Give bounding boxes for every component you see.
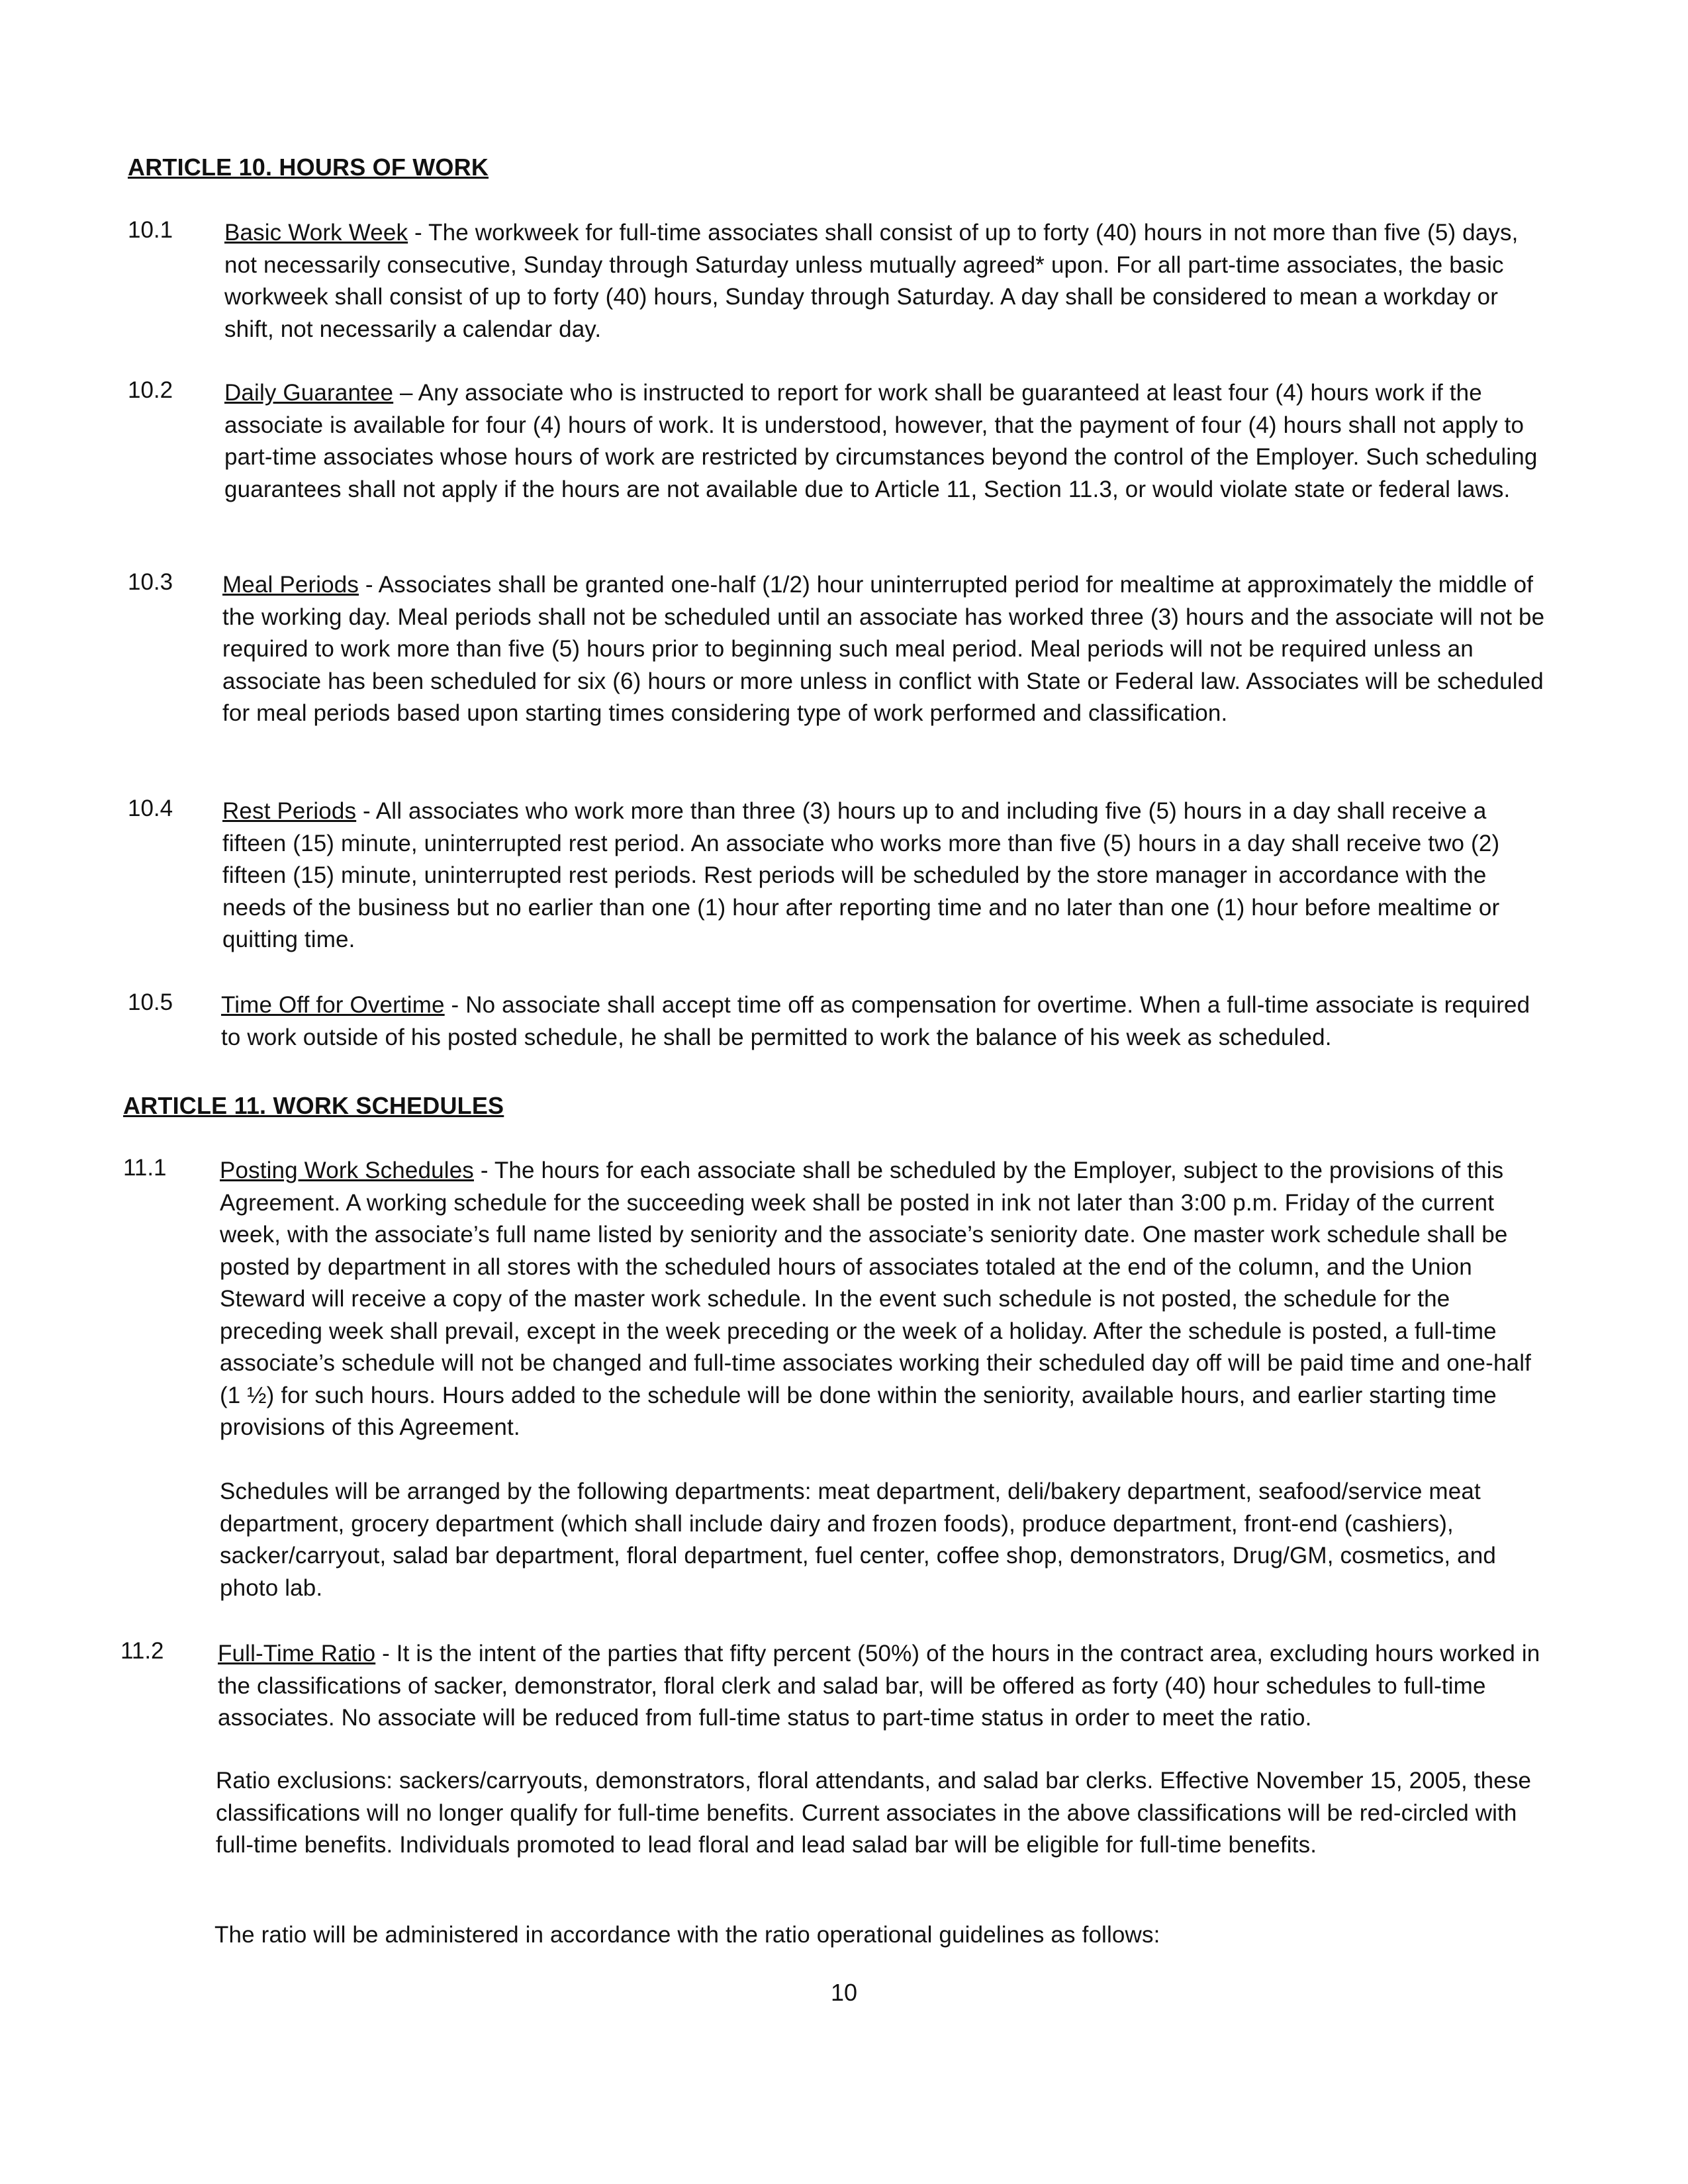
section-text: - All associates who work more than three (3) hours up to and including five (5) hours in a day shall receive a fifteen (15) minute, uninterrupted rest period. An associate who works more than five (5) hours in a day shall receive two (2) fifteen (15) minute, uninterrupted rest periods. Rest periods will be scheduled by the store manager in accordance with the needs of the business but no earlier than one (1) hour after reporting time and no later than one (1) hour before mealtime or quitting time. — [222, 798, 1500, 952]
section-11-1 — [0, 1155, 1688, 1446]
section-10-4 — [0, 796, 1688, 961]
section-title: Rest Periods — [222, 798, 357, 824]
section-text: - The hours for each associate shall be scheduled by the Employer, subject to the provisions of this Agreement. A working schedule for the succeeding week shall be posted in ink not later than 3:00 p.m. Friday of the current week, with the associate’s full name listed by seniority and the associate’s seniority date. One master work schedule shall be posted by department in all stores with the scheduled hours of associates totaled at the end of the column, and the Union Steward will receive a copy of the master work schedule. In the event such schedule is not posted, the schedule for the preceding week shall prevail, except in the week preceding or the week of a holiday. After the schedule is posted, a full-time associate’s schedule will not be changed and full-time associates working their scheduled day off will be paid time and one-half (1 ½) for such hours. Hours added to the schedule will be done within the seniority, available hours, and earlier starting time provisions of this Agreement. — [220, 1158, 1531, 1440]
section-text: - The workweek for full-time associates shall consist of up to forty (40) hours in not more than five (5) days, not necessarily consecutive, Sunday through Saturday unless mutually agreed* upon. For all part-time associates, the basic workweek shall consist of up to forty (40) hours, Sunday through Saturday. A day shall be considered to mean a workday or shift, not necessarily a calendar day. — [224, 220, 1519, 342]
section-body — [224, 217, 1548, 345]
section-body — [222, 796, 1550, 956]
section-10-3 — [0, 569, 1688, 768]
section-title: Daily Guarantee — [224, 380, 394, 406]
section-11-2 — [0, 1638, 1688, 1737]
article-10-heading: ARTICLE 10. HOURS OF WORK — [128, 154, 489, 181]
section-title: Full-Time Ratio — [218, 1641, 376, 1666]
section-number: 11.2 — [120, 1638, 164, 1664]
ratio-guidelines-paragraph: The ratio will be administered in accordance with the ratio operational guidelines as follows: — [214, 1922, 1160, 1948]
section-number: 11.1 — [123, 1155, 167, 1181]
section-10-2 — [0, 377, 1688, 543]
ratio-exclusions-paragraph: Ratio exclusions: sackers/carryouts, demonstrators, floral attendants, and salad bar clerks. Effective November 15, 2005, these classifications will no longer qualify for full-time benefits. Current associates in the above classifications will be red-circled with full-time benefits. Individuals promoted to lead floral and lead salad bar will be eligible for full-time benefits. — [216, 1768, 1532, 1858]
section-10-1 — [0, 217, 1688, 349]
page-number: 10 — [830, 1979, 858, 2006]
section-title: Time Off for Overtime — [221, 992, 445, 1018]
section-title: Basic Work Week — [224, 220, 408, 246]
section-body — [224, 377, 1548, 506]
section-body — [218, 1638, 1548, 1735]
section-body — [221, 989, 1548, 1054]
section-text: - No associate shall accept time off as compensation for overtime. When a full-time associate is required to work outside of his posted schedule, he shall be permitted to work the balance of his week as scheduled. — [221, 992, 1530, 1050]
section-10-5 — [0, 989, 1688, 1062]
schedule-departments-paragraph: Schedules will be arranged by the following departments: meat department, deli/bakery department, seafood/service meat department, grocery department (which shall include dairy and frozen foods), produce department, front-end (cashiers), sacker/carryout, salad bar department, floral department, fuel center, coffee shop, demonstrators, Drug/GM, cosmetics, and photo lab. — [220, 1479, 1497, 1601]
section-title: Posting Work Schedules — [220, 1158, 474, 1183]
section-body — [222, 569, 1550, 730]
section-title: Meal Periods — [222, 572, 359, 598]
section-number: 10.4 — [128, 796, 173, 821]
section-text: - Associates shall be granted one-half (1/2) hour uninterrupted period for mealtime at approximately the middle of the working day. Meal periods shall not be scheduled until an associate has worked three (3) hours and the associate will not be required to work more than five (5) hours prior to beginning such meal period. Meal periods will not be required unless an associate has been scheduled for six (6) hours or more unless in conflict with State or Federal law. Associates will be scheduled for meal periods based upon starting times considering type of work performed and classification. — [222, 572, 1545, 726]
section-number: 10.5 — [128, 989, 173, 1015]
section-text: – Any associate who is instructed to report for work shall be guaranteed at least four (4) hours work if the associate is available for four (4) hours of work. It is understood, however, that the payment of four (4) hours shall not apply to part-time associates whose hours of work are restricted by circumstances beyond the control of the Employer. Such scheduling guarantees shall not apply if the hours are not available due to Article 11, Section 11.3, or would violate state or federal laws. — [224, 380, 1538, 502]
section-number: 10.2 — [128, 377, 173, 403]
article-11-heading: ARTICLE 11. WORK SCHEDULES — [123, 1092, 504, 1119]
section-number: 10.3 — [128, 569, 173, 595]
section-number: 10.1 — [128, 217, 173, 243]
section-text: - It is the intent of the parties that fifty percent (50%) of the hours in the contract area, excluding hours worked in the classifications of sacker, demonstrator, floral clerk and salad bar, will be offered as forty (40) hour schedules to full-time associates. No associate will be reduced from full-time status to part-time status in order to meet the ratio. — [218, 1641, 1540, 1731]
section-body — [220, 1155, 1550, 1444]
